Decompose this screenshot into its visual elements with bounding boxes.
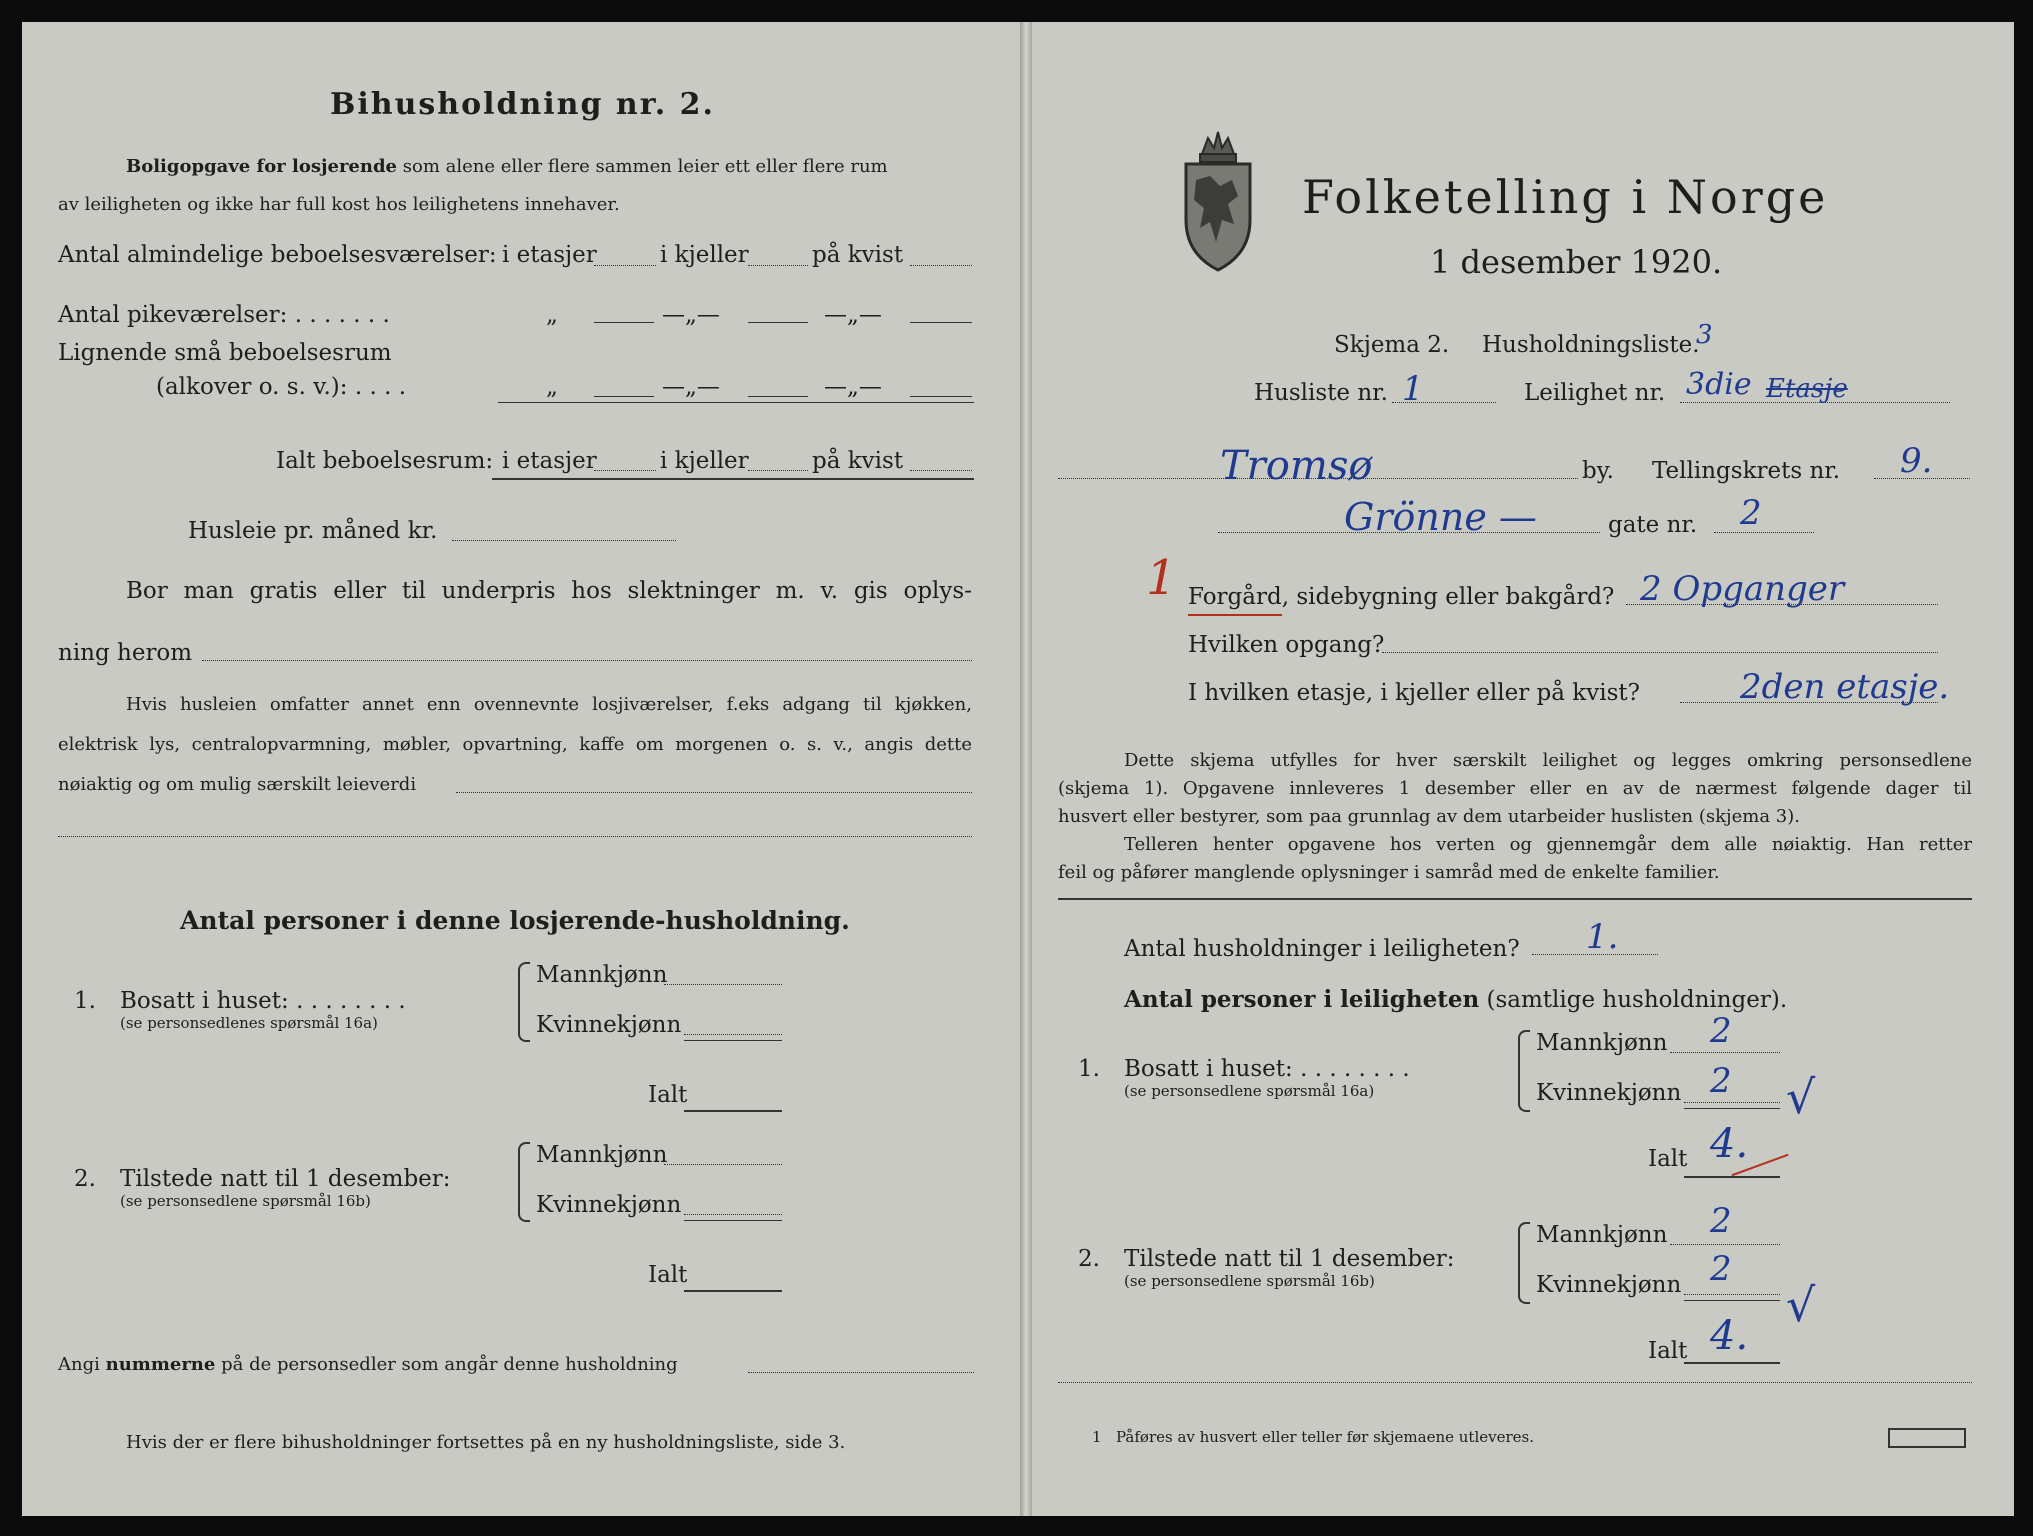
opgang-field[interactable] — [1382, 652, 1938, 653]
husleie-label: Husleie pr. måned kr. — [188, 518, 438, 544]
pikevaerelser-label: Antal pikeværelser: . . . . . . . — [58, 302, 390, 328]
red-mark-one: 1 — [1146, 550, 1177, 606]
coat-of-arms-icon — [1176, 124, 1260, 274]
right-q1-sub: (se personsedlene spørsmål 16a) — [1124, 1082, 1375, 1100]
city-value: Tromsø — [1220, 443, 1373, 489]
bor-gratis-field[interactable] — [202, 660, 972, 661]
right-q2-kvinne-field[interactable] — [1684, 1294, 1780, 1295]
antal-pers-line — [1124, 988, 1787, 1012]
gate-field[interactable] — [1714, 532, 1814, 533]
angi-text-2: på de personsedler som angår denne husholdning — [221, 1354, 678, 1375]
gate-value: 2 — [1740, 493, 1762, 533]
almindelige-etasjer-label: i etasjer — [502, 242, 597, 268]
sum-divider — [498, 402, 974, 403]
lignende-etasjer-field[interactable] — [594, 396, 654, 397]
right-q2-sub: (se personsedlene spørsmål 16b) — [1124, 1272, 1375, 1290]
bor-gratis-line-2: ning herom — [58, 640, 193, 666]
right-q1-label: Bosatt i huset: . . . . . . . . — [1124, 1056, 1410, 1082]
footnote-text: Påføres av husvert eller teller før skjemaene utleveres. — [1116, 1428, 1534, 1446]
right-q1-sum-rule — [1684, 1108, 1780, 1109]
instructions-divider — [1058, 898, 1972, 900]
right-q1-check: √ — [1786, 1070, 1816, 1124]
lignende-label-2: (alkover o. s. v.): . . . . — [156, 374, 407, 400]
right-title: Folketelling i Norge — [1302, 170, 1829, 224]
pike-dash-2: —„— — [824, 302, 882, 328]
forgard-label: Forgård, sidebygning eller bakgård? — [1188, 584, 1615, 610]
right-q2-kvinne-value: 2 — [1710, 1249, 1732, 1289]
right-q1-ialt-field[interactable] — [1684, 1176, 1780, 1178]
left-q1-brace — [518, 962, 530, 1042]
right-q2-ialt-field[interactable] — [1684, 1362, 1780, 1364]
right-q2-check: √ — [1786, 1278, 1816, 1332]
opgang-label: Hvilken opgang? — [1188, 632, 1385, 658]
right-q2-brace — [1518, 1222, 1530, 1304]
instr-line-3: husvert eller bestyrer, som paa grunnlag av dem utarbeider huslisten (skjema 3). — [1058, 806, 1800, 827]
leieverdi-field-2[interactable] — [58, 836, 972, 837]
left-footer: Hvis der er flere bihusholdninger fortsettes på en ny husholdningsliste, side 3. — [126, 1432, 846, 1453]
printer-stamp — [1888, 1428, 1966, 1448]
right-q1-kvinne-label: Kvinnekjønn — [1536, 1080, 1682, 1106]
ialt-kjeller-field[interactable] — [748, 470, 808, 471]
almindelige-kvist-field[interactable] — [910, 265, 972, 266]
right-q1-kvinne-field[interactable] — [1684, 1102, 1780, 1103]
tellingskrets-value: 9. — [1900, 441, 1933, 481]
leilighet-label: Leilighet nr. — [1524, 380, 1666, 406]
ialt-kvist-label: på kvist — [812, 448, 904, 474]
right-q2-mann-field[interactable] — [1670, 1244, 1780, 1245]
instr-line-5: feil og påfører manglende oplysninger i samråd med de enkelte familier. — [1058, 862, 1720, 883]
almindelige-label: Antal almindelige beboelsesværelser: — [58, 242, 497, 268]
antal-pers-bold: Antal personer i leiligheten — [1124, 986, 1480, 1013]
left-q1-kvinne-label: Kvinnekjønn — [536, 1012, 682, 1038]
left-q2-mann-field[interactable] — [664, 1164, 782, 1165]
ialt-underline — [492, 478, 974, 480]
instr-line-2: (skjema 1). Opgavene innleveres 1 desember eller en av de nærmest følgende dager til — [1058, 778, 1972, 799]
intro-line-1 — [126, 158, 888, 176]
left-q2-ialt-field[interactable] — [684, 1290, 782, 1292]
leilighet-value: 3die — [1686, 367, 1752, 402]
forgard-field[interactable] — [1626, 604, 1938, 605]
right-q1-ialt-value: 4. — [1710, 1121, 1749, 1167]
census-date: 1 desember 1920. — [1430, 243, 1723, 281]
intro-rest: som alene eller flere sammen leier ett eller flere rum — [402, 156, 888, 177]
left-q2-sum-rule — [684, 1220, 782, 1221]
etasje-field[interactable] — [1680, 702, 1938, 703]
hvis-line-3: nøiaktig og om mulig særskilt leieverdi — [58, 774, 417, 795]
antal-hush-label: Antal husholdninger i leiligheten? — [1124, 936, 1520, 962]
leieverdi-field[interactable] — [456, 792, 972, 793]
angi-bold: nummerne — [105, 1354, 216, 1375]
almindelige-kvist-label: på kvist — [812, 242, 904, 268]
right-q2-mann-value: 2 — [1710, 1201, 1732, 1241]
street-value: Grönne — — [1344, 495, 1537, 539]
right-q1-brace — [1518, 1030, 1530, 1112]
right-q2-kvinne-label: Kvinnekjønn — [1536, 1272, 1682, 1298]
left-q1-mann-label: Mannkjønn — [536, 962, 668, 988]
page-spine — [1020, 22, 1032, 1516]
lignende-dash-2: —„— — [824, 374, 882, 400]
left-q2-mann-label: Mannkjønn — [536, 1142, 668, 1168]
husleie-field[interactable] — [452, 540, 676, 541]
footnote-divider — [1058, 1382, 1972, 1383]
right-q1-ialt-label: Ialt — [1648, 1146, 1688, 1172]
pike-quote: „ — [546, 302, 558, 328]
forgard-red-underline — [1188, 614, 1282, 616]
instr-line-4: Telleren henter opgavene hos verten og gjennemgår dem alle nøiaktig. Han retter — [1124, 834, 1972, 855]
angi-field[interactable] — [748, 1372, 974, 1373]
hvis-line-1: Hvis husleien omfatter annet enn ovennevnte losjiværelser, f.eks adgang til kjøkken, — [126, 694, 972, 715]
right-q1-mann-label: Mannkjønn — [1536, 1030, 1668, 1056]
left-q2-brace — [518, 1142, 530, 1222]
angi-line — [58, 1356, 678, 1374]
left-title: Bihusholdning nr. 2. — [330, 87, 715, 122]
pike-etasjer-field[interactable] — [594, 322, 654, 323]
lignende-kvist-field[interactable] — [910, 396, 972, 397]
right-q2-ialt-value: 4. — [1710, 1313, 1749, 1359]
left-q1-sum-rule — [684, 1040, 782, 1041]
right-q1-mann-field[interactable] — [1670, 1052, 1780, 1053]
left-q2-sub: (se personsedlene spørsmål 16b) — [120, 1192, 371, 1210]
left-q1-label: Bosatt i huset: . . . . . . . . — [120, 988, 406, 1014]
leilighet-struck: Etasje — [1766, 374, 1848, 404]
by-label: by. — [1582, 458, 1614, 484]
leilighet-field[interactable] — [1680, 402, 1950, 403]
tellingskrets-label: Tellingskrets nr. — [1652, 458, 1841, 484]
lignende-dash-1: —„— — [662, 374, 720, 400]
tellingskrets-field[interactable] — [1874, 478, 1970, 479]
right-q1-kvinne-value: 2 — [1710, 1061, 1732, 1101]
pike-kvist-field[interactable] — [910, 322, 972, 323]
husliste-field[interactable] — [1392, 402, 1496, 403]
left-q2-ialt-label: Ialt — [648, 1262, 688, 1288]
almindelige-etasjer-field[interactable] — [594, 265, 656, 266]
street-field[interactable] — [1218, 532, 1600, 533]
antal-hush-value: 1. — [1586, 917, 1619, 957]
bor-gratis-line-1: Bor man gratis eller til underpris hos slektninger m. v. gis oplys- — [126, 578, 972, 604]
city-field[interactable] — [1058, 478, 1578, 479]
ialt-etasjer-field[interactable] — [594, 470, 656, 471]
almindelige-kjeller-label: i kjeller — [660, 242, 749, 268]
lignende-label-1: Lignende små beboelsesrum — [58, 340, 392, 366]
intro-bold: Boligopgave for losjerende — [126, 156, 398, 177]
left-q2-label: Tilstede natt til 1 desember: — [120, 1166, 451, 1192]
lignende-quote: „ — [546, 374, 558, 400]
husliste-label: Husliste nr. — [1254, 380, 1388, 406]
left-q1-ialt-label: Ialt — [648, 1082, 688, 1108]
forgard-value: 2 Opganger — [1640, 569, 1845, 609]
right-q2-ialt-label: Ialt — [1648, 1338, 1688, 1364]
husholdningsliste-label: Husholdningsliste. — [1482, 332, 1700, 358]
antal-pers-rest: (samtlige husholdninger). — [1486, 987, 1788, 1013]
left-q2-kvinne-field[interactable] — [684, 1214, 782, 1215]
right-q2-sum-rule — [1684, 1300, 1780, 1301]
etasje-label: I hvilken etasje, i kjeller eller på kvist? — [1188, 680, 1640, 706]
intro-line-2: av leiligheten og ikke har full kost hos leilighetens innehaver. — [58, 194, 620, 215]
ialt-beboelsesrum-label: Ialt beboelsesrum: — [276, 448, 494, 474]
lignende-kjeller-field[interactable] — [748, 396, 808, 397]
right-q2-mann-label: Mannkjønn — [1536, 1222, 1668, 1248]
right-q2-num: 2. — [1078, 1246, 1100, 1272]
husholdningsliste-value: 3 — [1696, 320, 1713, 350]
hvis-line-2: elektrisk lys, centralopvarmning, møbler, opvartning, kaffe om morgenen o. s. v., angis dette — [58, 734, 972, 755]
ialt-kvist-field[interactable] — [910, 470, 972, 471]
pike-dash-1: —„— — [662, 302, 720, 328]
left-q1-sub: (se personsedlenes spørsmål 16a) — [120, 1014, 378, 1032]
left-persons-heading: Antal personer i denne losjerende-husholdning. — [180, 906, 850, 935]
gate-label: gate nr. — [1608, 512, 1698, 538]
skjema-label: Skjema 2. — [1334, 332, 1450, 358]
angi-text-1: Angi — [58, 1354, 100, 1375]
left-q1-num: 1. — [74, 988, 96, 1014]
left-q2-num: 2. — [74, 1166, 96, 1192]
almindelige-kjeller-field[interactable] — [748, 265, 808, 266]
left-q1-ialt-field[interactable] — [684, 1110, 782, 1112]
right-q2-label: Tilstede natt til 1 desember: — [1124, 1246, 1455, 1272]
ialt-kjeller-label: i kjeller — [660, 448, 749, 474]
left-q1-kvinne-field[interactable] — [684, 1034, 782, 1035]
right-q1-mann-value: 2 — [1710, 1011, 1732, 1051]
ialt-etasjer-label: i etasjer — [502, 448, 597, 474]
left-q2-kvinne-label: Kvinnekjønn — [536, 1192, 682, 1218]
instr-line-1: Dette skjema utfylles for hver særskilt leilighet og legges omkring personsedlene — [1124, 750, 1972, 771]
antal-hush-field[interactable] — [1532, 954, 1658, 955]
right-q1-num: 1. — [1078, 1056, 1100, 1082]
husliste-value: 1 — [1402, 369, 1424, 409]
pike-kjeller-field[interactable] — [748, 322, 808, 323]
etasje-value: 2den etasje. — [1740, 667, 1950, 707]
footnote-num: 1 — [1092, 1428, 1102, 1446]
left-q1-mann-field[interactable] — [664, 984, 782, 985]
